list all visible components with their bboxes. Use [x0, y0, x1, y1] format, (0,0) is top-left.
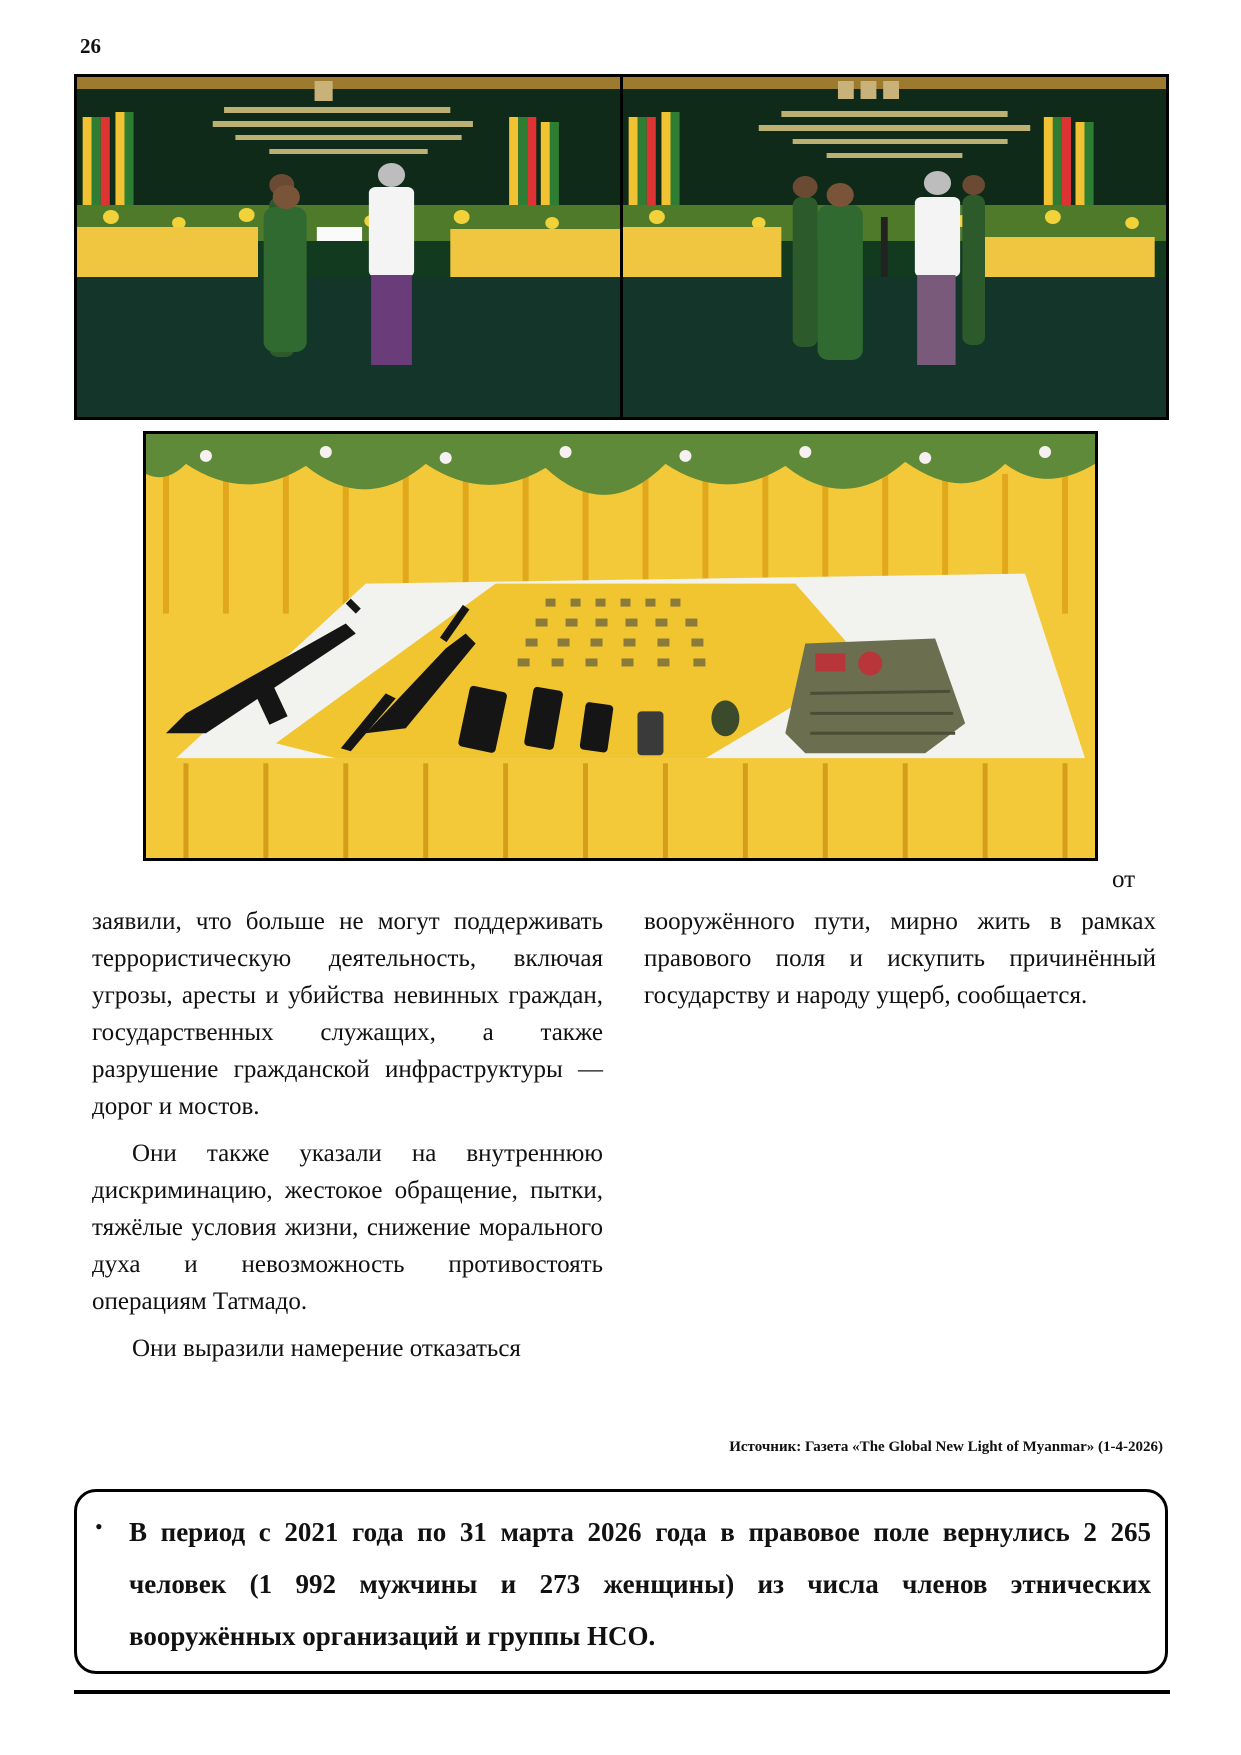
article-paragraph: Они выразили намерение отказаться [132, 1335, 521, 1362]
page-number: 26 [80, 34, 101, 58]
ceremony-photo-image [77, 77, 620, 417]
photo-row [74, 74, 1169, 420]
bottom-divider [74, 1690, 1170, 1694]
photo-weapons-table [143, 431, 1098, 861]
column-continuation-word: от [1112, 866, 1136, 893]
article-right-column [644, 903, 1156, 1014]
summary-box [74, 1489, 1168, 1674]
photo-ceremony-left [77, 77, 620, 417]
weapons-photo-image [146, 434, 1095, 858]
article-paragraph: Они также указали на внутреннюю дискриминацию, жестокое обращение, пытки, тяжёлые условия жизни, снижение морального духа и невозможность противостоять операциям Татмадо. [92, 1140, 603, 1315]
ceremony-photo-image [623, 77, 1166, 417]
summary-text: В период с 2021 года по 31 марта 2026 года в правовое поле вернулись 2 265 человек (1 992 мужчины и 273 женщины) из числа членов этнических вооружённых организаций и группы НСО. [129, 1517, 1151, 1651]
article-left-column [92, 903, 603, 1367]
article-paragraph: вооружённого пути, мирно жить в рамках правового поля и искупить причинённый государству и народу ущерб, сообщается. [644, 908, 1156, 1009]
photo-ceremony-right [623, 77, 1166, 417]
article-paragraph: заявили, что больше не могут поддерживать террористическую деятельность, включая угрозы, аресты и убийства невинных граждан, государственных служащих, а также разрушение гражданской инфраструктуры — дорог и мостов. [92, 908, 603, 1120]
source-citation: Источник: Газета «The Global New Light of Myanmar» (1-4-2026) [729, 1439, 1163, 1455]
bullet-icon: • [95, 1514, 103, 1539]
